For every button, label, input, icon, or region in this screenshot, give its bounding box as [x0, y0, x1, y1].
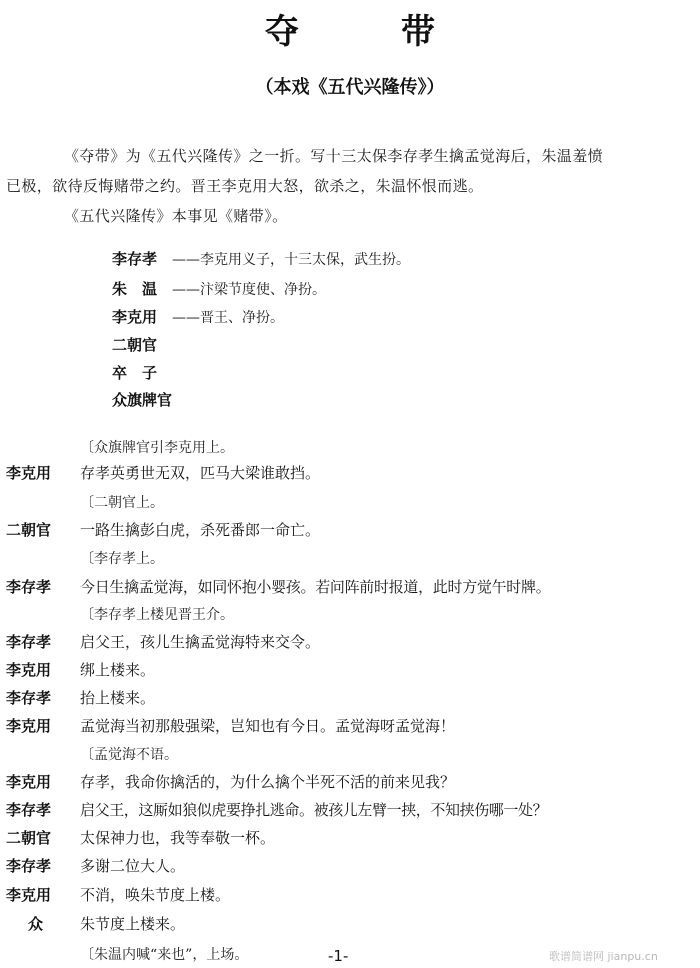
speaker-name: 二朝官	[6, 521, 52, 539]
dialogue-line: 存孝，我命你擒活的，为什么擒个半死不活的前来见我？	[80, 773, 456, 791]
stage-direction: 〔二朝官上。	[80, 495, 164, 511]
play-subtitle: （本戏《五代兴隆传》）	[255, 77, 445, 98]
dialogue-line: 绑上楼来。	[80, 661, 156, 679]
speaker-name: 李存孝	[6, 578, 52, 596]
stage-direction: 〔李存孝上。	[80, 551, 164, 567]
stage-direction: 〔众旗牌官引李克用上。	[80, 440, 234, 456]
cast-name: 二朝官	[112, 336, 158, 354]
intro-line-2: 已极，欲待反悔赌带之约。晋王李克用大怒，欲杀之，朱温怀恨而逃。	[6, 177, 484, 195]
dialogue-line: 今日生擒孟觉海，如同怀抱小婴孩。若问阵前时报道，此时方觉午时牌。	[80, 578, 551, 596]
dialogue-line: 朱节度上楼来。	[80, 915, 186, 933]
play-title: 夺 带	[265, 12, 469, 52]
dialogue-line: 启父王，孩儿生擒孟觉海特来交令。	[80, 633, 321, 651]
cast-name: 众旗牌官	[112, 391, 173, 409]
cast-name: 卒 子	[112, 364, 158, 382]
dialogue-line: 太保神力也，我等奉敬一杯。	[80, 829, 276, 847]
speaker-name: 李克用	[6, 717, 52, 735]
dialogue-line: 启父王，这厮如狼似虎要挣扎逃命。被孩儿左臂一挟，不知挟伤哪一处？	[80, 801, 548, 819]
dialogue-line: 多谢二位大人。	[80, 857, 186, 875]
speaker-name: 二朝官	[6, 829, 52, 847]
speaker-name: 李克用	[6, 661, 52, 679]
stage-direction: 〔孟觉海不语。	[80, 747, 178, 763]
dialogue-line: 孟觉海当初那般强梁，岂知也有今日。孟觉海呀孟觉海！	[80, 717, 456, 735]
cast-desc: ——晋王、净扮。	[172, 310, 284, 326]
speaker-name: 李存孝	[6, 857, 52, 875]
speaker-name: 李克用	[6, 886, 52, 904]
intro-line-1: 《夺带》为《五代兴隆传》之一折。写十三太保李存孝生擒孟觉海后，朱温羞愤	[64, 147, 604, 165]
cast-name: 李存孝	[112, 250, 158, 268]
speaker-name: 李存孝	[6, 801, 52, 819]
dialogue-line: 存孝英勇世无双，匹马大梁谁敢挡。	[80, 464, 321, 482]
speaker-name: 众	[28, 915, 44, 933]
speaker-name: 李存孝	[6, 689, 52, 707]
dialogue-line: 不消，唤朱节度上楼。	[80, 886, 231, 904]
stage-direction: 〔朱温内喊“来也”，上场。	[80, 947, 249, 963]
intro-line-3: 《五代兴隆传》本事见《赌带》。	[64, 207, 288, 225]
speaker-name: 李克用	[6, 773, 52, 791]
page-number: -1-	[328, 947, 349, 965]
cast-desc: ——汴梁节度使、净扮。	[172, 282, 326, 298]
speaker-name: 李克用	[6, 464, 52, 482]
dialogue-line: 抬上楼来。	[80, 689, 156, 707]
stage-direction: 〔李存孝上楼见晋王介。	[80, 607, 234, 623]
speaker-name: 李存孝	[6, 633, 52, 651]
dialogue-line: 一路生擒彭白虎，杀死番郎一命亡。	[80, 521, 321, 539]
cast-name: 朱 温	[112, 280, 158, 298]
cast-desc: ——李克用义子，十三太保，武生扮。	[172, 252, 410, 268]
cast-name: 李克用	[112, 308, 158, 326]
site-watermark: 歌谱简谱网 jianpu.cn	[549, 950, 658, 963]
